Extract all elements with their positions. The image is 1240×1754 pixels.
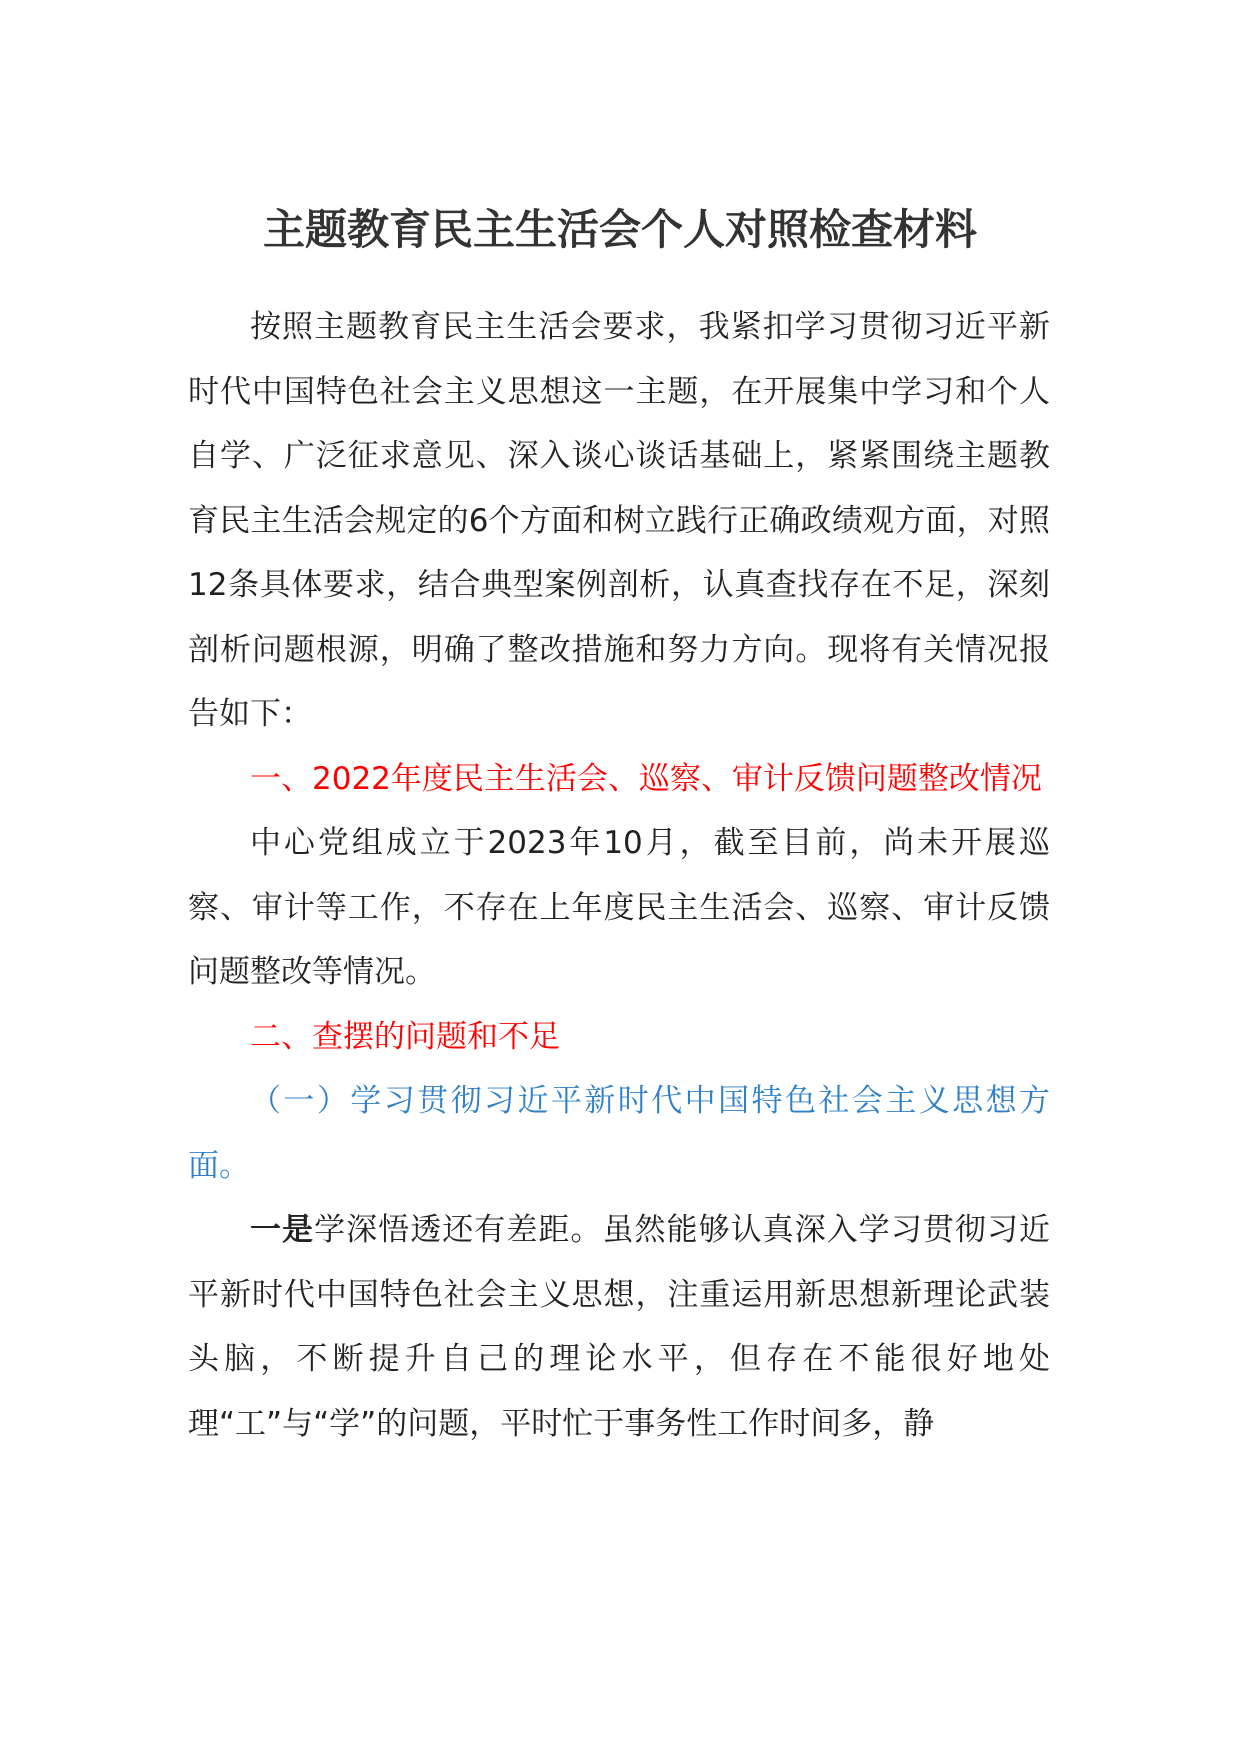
subsection-1-heading: （一）学习贯彻习近平新时代中国特色社会主义思想方面。 [188, 1083, 1050, 1184]
intro-paragraph: 按照主题教育民主生活会要求，我紧扣学习贯彻习近平新时代中国特色社会主义思想这一主题，在开展集中学习和个人自学、广泛征求意见、深入谈心谈话基础上，紧紧围绕主题教育民主生活会规定的6个方面和树立践行正确政绩观方面，对照12条具体要求，结合典型案例剖析，认真查找存在不足，深刻剖析问题根源，明确了整改措施和努力方向。现将有关情况报告如下： [188, 309, 1050, 732]
document-title: 主题教育民主生活会个人对照检查材料 [262, 205, 977, 254]
point-1-paragraph [188, 1198, 1050, 1456]
section-2-heading: 二、查摆的问题和不足 [250, 1018, 560, 1055]
section-1-body: 中心党组成立于2023年10月，截至目前，尚未开展巡察、审计等工作，不存在上年度民主生活会、巡察、审计反馈问题整改等情况。 [188, 825, 1050, 990]
section-1-heading: 一、2022年度民主生活会、巡察、审计反馈问题整改情况 [250, 760, 1042, 797]
document-body [188, 295, 1050, 1456]
point-1-body: 学深悟透还有差距。虽然能够认真深入学习贯彻习近平新时代中国特色社会主义思想，注重运用新思想新理论武装头脑，不断提升自己的理论水平，但存在不能很好地处理“工”与“学”的问题，平时忙于事务性工作时间多，静 [188, 1212, 1051, 1442]
point-1-lead: 一是 [250, 1212, 315, 1248]
